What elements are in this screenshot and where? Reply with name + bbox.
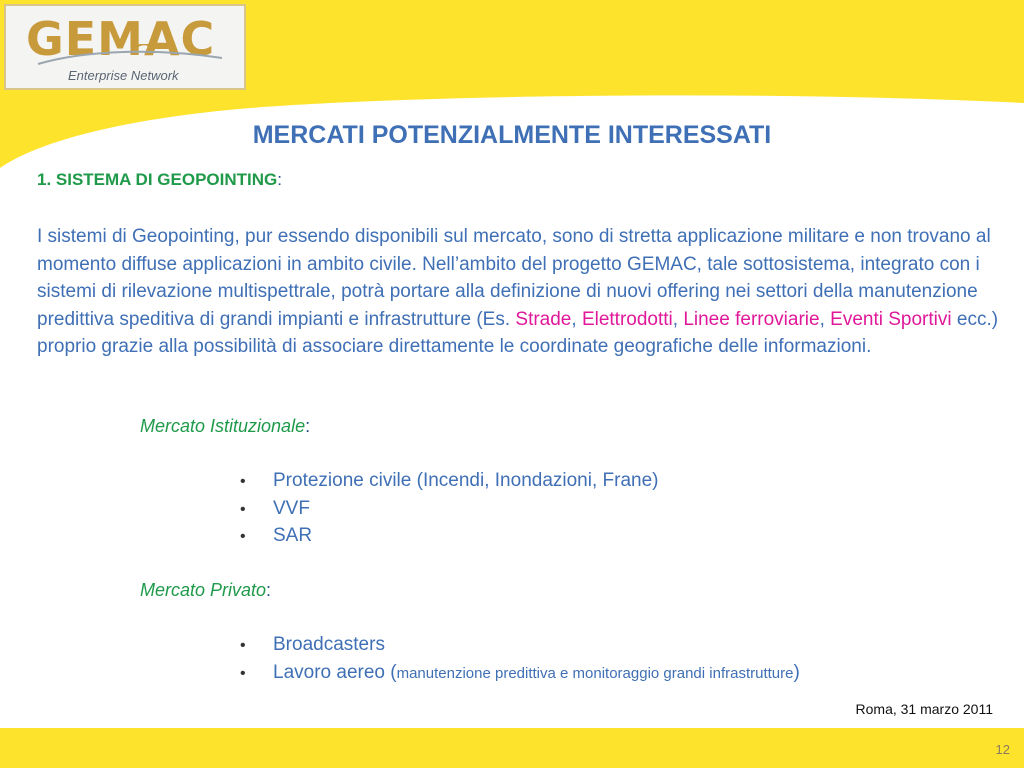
separator-1: , [571, 308, 582, 330]
section-heading-colon: : [277, 170, 282, 189]
private-market-label: Mercato Privato [140, 580, 267, 600]
list-item-text: SAR [273, 525, 313, 546]
private-market-heading [140, 580, 271, 601]
institutional-market-heading [140, 416, 310, 437]
list-item [240, 631, 800, 659]
section-heading [37, 170, 282, 190]
highlight-eventi-sportivi: Eventi Sportivi [830, 308, 952, 330]
highlight-linee-ferroviarie: Linee ferroviarie [683, 308, 820, 330]
institutional-market-label: Mercato Istituzionale [140, 416, 306, 436]
list-item [240, 522, 658, 550]
bullet-icon: • [240, 473, 246, 490]
highlight-elettrodotti: Elettrodotti [581, 308, 673, 330]
slide-title: MERCATI POTENZIALMENTE INTERESSATI [252, 121, 772, 149]
section-heading-text: 1. SISTEMA DI GEOPOINTING [37, 170, 278, 189]
logo-brand-text: GEMAC [26, 12, 216, 66]
list-item [240, 467, 658, 495]
list-item-close: ) [793, 661, 800, 683]
list-item-text: VVF [273, 497, 310, 519]
bullet-icon: • [240, 500, 246, 518]
list-item-text: Protezione civile (Incendi, Inondazioni, Frane) [273, 470, 659, 491]
slide-date: Roma, 31 marzo 2011 [855, 701, 993, 717]
private-market-colon: : [266, 580, 272, 600]
bullet-icon: • [240, 528, 246, 545]
list-item-detail: manutenzione predittiva e monitoraggio grandi infrastrutture [396, 664, 794, 682]
separator-3: , [819, 308, 831, 330]
page-number: 12 [995, 742, 1010, 757]
private-market-list [240, 631, 800, 686]
list-item [240, 495, 658, 523]
logo-swoosh-icon [36, 44, 226, 70]
paragraph-text-2: ecc.) proprio grazie alla possibilità di associare direttamente le coordinate geografiche delle informazioni. [37, 308, 999, 357]
list-item-text: Broadcasters [273, 634, 385, 655]
gemac-logo [4, 4, 246, 90]
separator-2: , [672, 308, 684, 330]
bullet-icon: • [240, 637, 246, 654]
list-item-text: Lavoro aereo ( [273, 661, 397, 683]
paragraph-text-1: I sistemi di Geopointing, pur essendo disponibili sul mercato, sono di stretta applicazione militare e non trovano al momento diffuse applicazioni in ambito civile. Nell’ambito del progetto GEMAC, tale sottosistema, integrato con i sistemi di rilevazione multispettrale, potrà portare alla definizione di nuovi offering nei settori della manutenzione predittiva speditiva di grandi impianti e infrastrutture (Es. [37, 226, 991, 330]
list-item [240, 659, 800, 687]
footer-bar [0, 728, 1024, 768]
institutional-market-colon: : [305, 416, 311, 436]
body-paragraph [37, 223, 1002, 361]
institutional-market-list [240, 467, 658, 550]
logo-tagline: Enterprise Network [68, 68, 179, 83]
highlight-strade: Strade [515, 308, 572, 330]
bullet-icon: • [240, 664, 246, 682]
